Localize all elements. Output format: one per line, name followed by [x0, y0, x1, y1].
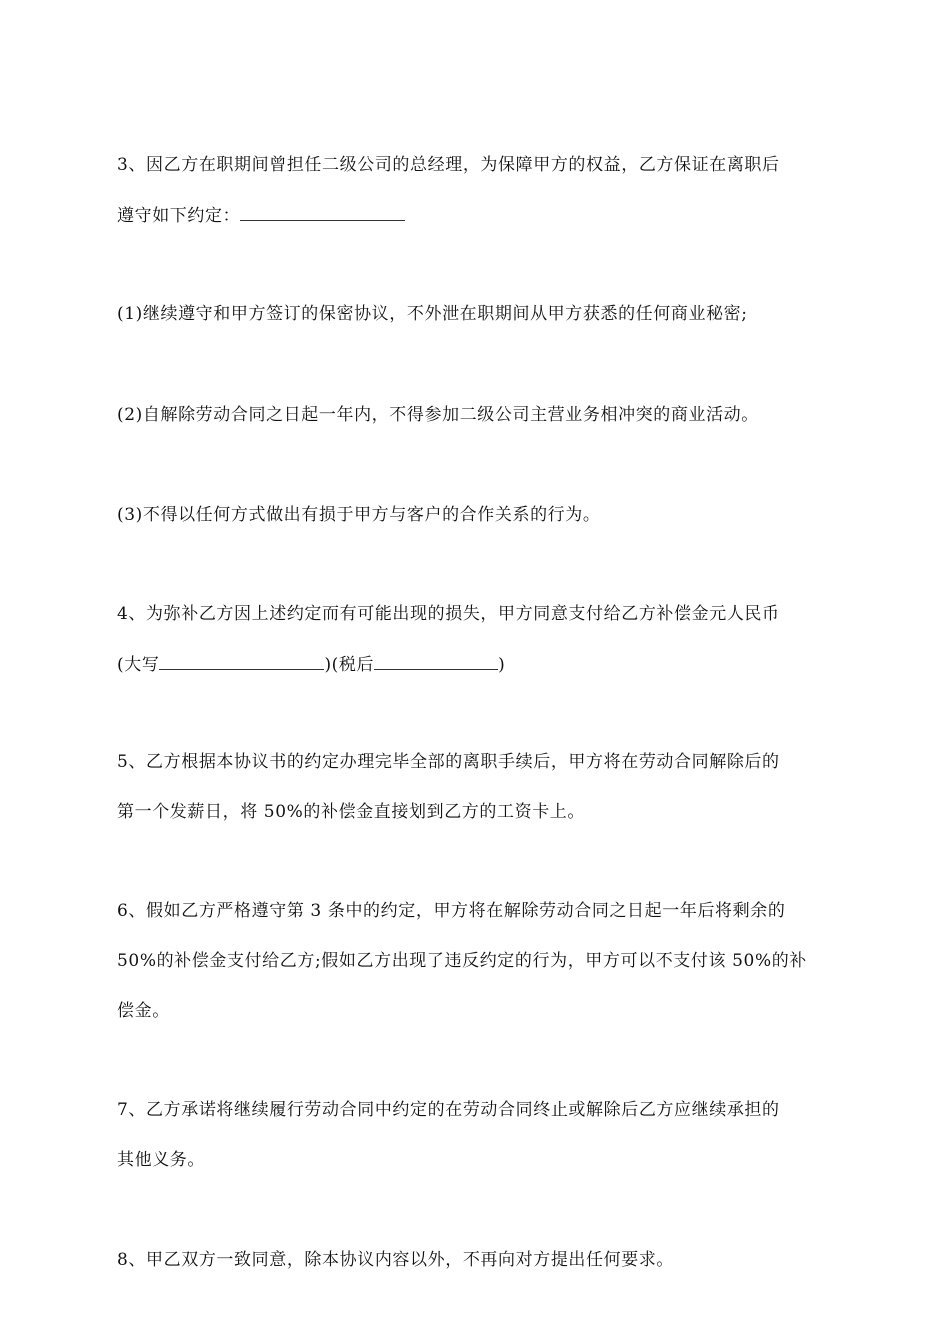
clause-8: 8、甲乙双方一致同意，除本协议内容以外，不再向对方提出任何要求。	[117, 1250, 675, 1270]
clause-7-line-1: 7、乙方承诺将继续履行劳动合同中约定的在劳动合同终止或解除后乙方应继续承担的	[117, 1100, 780, 1120]
clause-3-line-1: 3、因乙方在职期间曾担任二级公司的总经理，为保障甲方的权益，乙方保证在离职后	[117, 155, 780, 175]
clause-3-item-2: (2)自解除劳动合同之日起一年内，不得参加二级公司主营业务相冲突的商业活动。	[117, 405, 759, 425]
clause-4-after-tax-label: )(税后	[324, 655, 375, 675]
clause-3-item-1: (1)继续遵守和甲方签订的保密协议，不外泄在职期间从甲方获悉的任何商业秘密;	[117, 304, 748, 324]
clause-4-line-1: 4、为弥补乙方因上述约定而有可能出现的损失，甲方同意支付给乙方补偿金元人民币	[117, 604, 780, 624]
clause-4-line-2	[117, 652, 837, 677]
clause-4-amount-uppercase-label: (大写	[117, 655, 160, 675]
clause-5-line-1: 5、乙方根据本协议书的约定办理完毕全部的离职手续后，甲方将在劳动合同解除后的	[117, 752, 780, 772]
clause-3-line-2	[117, 203, 837, 228]
clause-5-line-2: 第一个发薪日，将 50%的补偿金直接划到乙方的工资卡上。	[117, 802, 585, 822]
clause-3-blank	[240, 203, 405, 221]
clause-4-after-tax-blank	[374, 652, 498, 670]
clause-7-line-2: 其他义务。	[117, 1150, 205, 1170]
clause-3-item-3: (3)不得以任何方式做出有损于甲方与客户的合作关系的行为。	[117, 505, 601, 525]
clause-3-line-2-text: 遵守如下约定：	[117, 206, 241, 226]
clause-6-line-2: 50%的补偿金支付给乙方;假如乙方出现了违反约定的行为，甲方可以不支付该 50%的补	[117, 951, 807, 971]
clause-4-amount-uppercase-blank	[159, 652, 324, 670]
clause-6-line-3: 偿金。	[117, 1001, 170, 1021]
clause-6-line-1: 6、假如乙方严格遵守第 3 条中的约定，甲方将在解除劳动合同之日起一年后将剩余的	[117, 901, 786, 921]
clause-4-close-paren: )	[498, 655, 506, 675]
